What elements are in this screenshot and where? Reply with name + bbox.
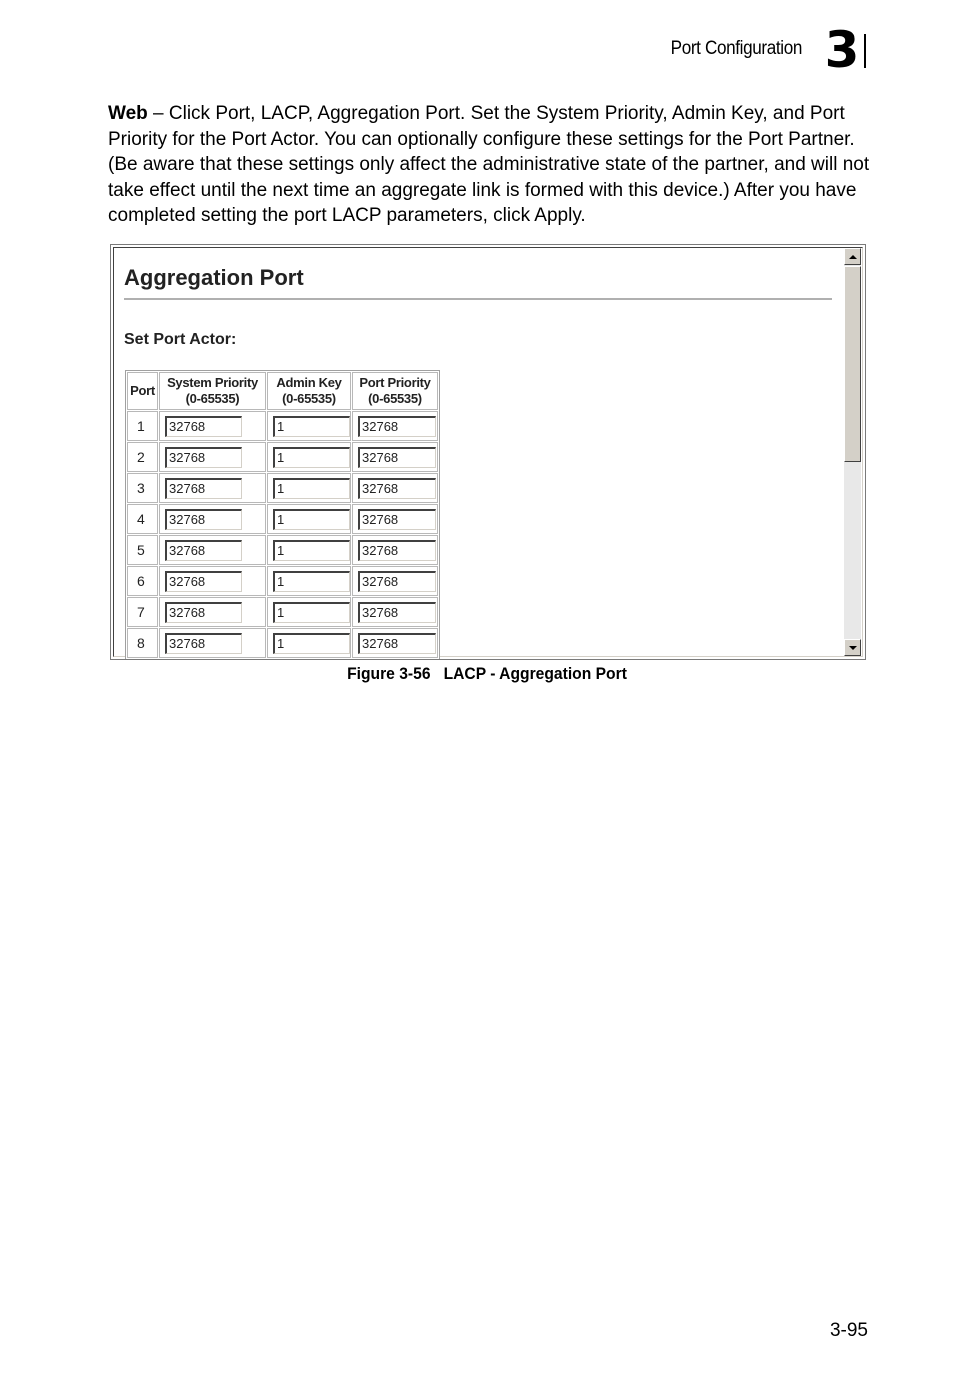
aggregation-port-screenshot — [110, 244, 866, 660]
title-divider — [124, 298, 832, 300]
system-priority-input[interactable]: 32768 — [165, 509, 242, 530]
admin-key-input[interactable]: 1 — [273, 447, 350, 468]
table-row — [127, 473, 438, 503]
body-text: – Click Port, LACP, Aggregation Port. Set the System Priority, Admin Key, and Port Priority for the Port Actor. You can optionally configure these settings for the Port Partner. (Be aware that these settings only affect the administrative state of the partner, and will not take effect until the next time an aggregate link is formed with this device.) After you have completed setting the port LACP parameters, click Apply. — [108, 103, 870, 226]
port-priority-input[interactable]: 32768 — [358, 540, 436, 561]
port-number: 1 — [127, 411, 158, 441]
figure-caption — [39, 664, 935, 684]
scroll-thumb[interactable] — [844, 266, 861, 462]
port-priority-input[interactable]: 32768 — [358, 509, 436, 530]
col-admin-key-range: (0-65535) — [282, 391, 336, 406]
port-priority-input[interactable]: 32768 — [358, 416, 436, 437]
col-admin-key-label: Admin Key — [276, 375, 342, 390]
port-number: 7 — [127, 597, 158, 627]
system-priority-input[interactable]: 32768 — [165, 633, 242, 654]
port-actor-table — [125, 370, 440, 660]
port-number: 6 — [127, 566, 158, 596]
port-priority-input[interactable]: 32768 — [358, 447, 436, 468]
table-header-row — [127, 372, 438, 410]
port-priority-input[interactable]: 32768 — [358, 571, 436, 592]
table-row — [127, 628, 438, 658]
arrow-down-icon — [849, 646, 857, 650]
table-row — [127, 597, 438, 627]
col-admin-key — [267, 372, 351, 410]
col-port-priority-range: (0-65535) — [368, 391, 422, 406]
figure-title: LACP - Aggregation Port — [443, 664, 627, 683]
col-port-priority — [352, 372, 438, 410]
admin-key-input[interactable]: 1 — [273, 540, 350, 561]
body-paragraph — [108, 101, 878, 229]
system-priority-input[interactable]: 32768 — [165, 478, 242, 499]
running-head: Port Configuration — [670, 38, 802, 59]
table-row — [127, 566, 438, 596]
page-title: Aggregation Port — [124, 265, 304, 290]
port-number: 4 — [127, 504, 158, 534]
chapter-rule — [864, 34, 866, 68]
admin-key-input[interactable]: 1 — [273, 509, 350, 530]
admin-key-input[interactable]: 1 — [273, 602, 350, 623]
port-priority-input[interactable]: 32768 — [358, 602, 436, 623]
system-priority-input[interactable]: 32768 — [165, 447, 242, 468]
admin-key-input[interactable]: 1 — [273, 478, 350, 499]
admin-key-input[interactable]: 1 — [273, 416, 350, 437]
system-priority-input[interactable]: 32768 — [165, 540, 242, 561]
table-row — [127, 411, 438, 441]
admin-key-input[interactable]: 1 — [273, 571, 350, 592]
section-label: Set Port Actor: — [124, 331, 237, 348]
admin-key-input[interactable]: 1 — [273, 633, 350, 654]
col-system-priority-label: System Priority — [167, 375, 258, 390]
port-number: 2 — [127, 442, 158, 472]
scroll-down-button[interactable] — [844, 639, 861, 656]
table-row — [127, 504, 438, 534]
col-port: Port — [127, 372, 158, 410]
port-priority-input[interactable]: 32768 — [358, 633, 436, 654]
port-priority-input[interactable]: 32768 — [358, 478, 436, 499]
port-number: 3 — [127, 473, 158, 503]
arrow-up-icon — [849, 255, 857, 259]
port-number: 5 — [127, 535, 158, 565]
port-number: 8 — [127, 628, 158, 658]
page-number: 3-95 — [829, 1320, 868, 1341]
col-system-priority — [159, 372, 266, 410]
table-row — [127, 442, 438, 472]
figure-label: Figure 3-56 — [347, 664, 431, 683]
web-lead: Web — [108, 103, 148, 124]
scroll-up-button[interactable] — [844, 248, 861, 265]
system-priority-input[interactable]: 32768 — [165, 602, 242, 623]
system-priority-input[interactable]: 32768 — [165, 571, 242, 592]
vertical-scrollbar[interactable] — [844, 248, 861, 656]
table-row — [127, 535, 438, 565]
system-priority-input[interactable]: 32768 — [165, 416, 242, 437]
col-system-priority-range: (0-65535) — [185, 391, 240, 406]
col-port-priority-label: Port Priority — [359, 375, 431, 390]
chapter-number: 3 — [824, 21, 860, 79]
